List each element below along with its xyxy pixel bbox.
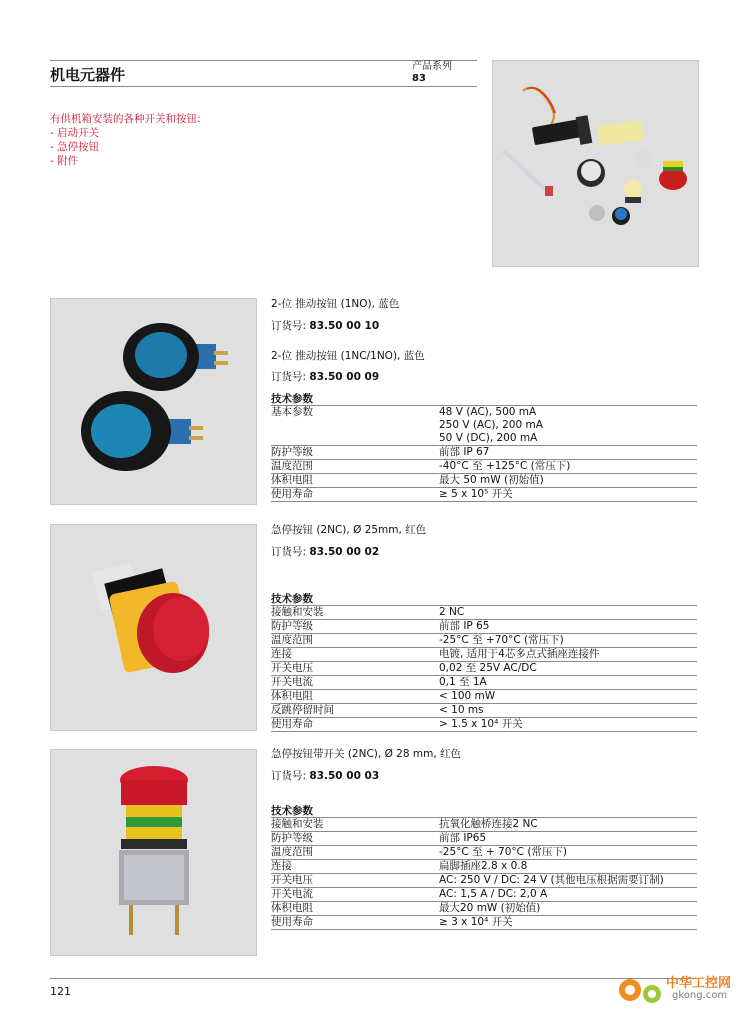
spec-row	[271, 860, 697, 874]
spec-value: 前部 IP65	[439, 832, 697, 846]
order-label: 订货号:	[271, 320, 307, 332]
product-1-description: 2-位 推动按钮 (1NO), 蓝色	[271, 298, 400, 310]
blue-push-button-illustration	[51, 299, 256, 504]
spec-value: 2 NC	[439, 606, 697, 620]
emergency-stop-25mm-illustration	[51, 525, 256, 730]
spec-row	[271, 662, 697, 676]
spec-key: 温度范围	[271, 460, 439, 474]
spec-value: < 100 mW	[439, 690, 697, 704]
spec-row	[271, 460, 697, 474]
spec-value: ≥ 5 x 10⁵ 开关	[439, 488, 697, 502]
spec-key: 防护等级	[271, 620, 439, 634]
spec-value: 电镀, 适用于4芯多点式插座连接件	[439, 648, 697, 662]
spec-row	[271, 446, 697, 460]
spec-value: -25°C 至 +70°C (常压下)	[439, 634, 697, 648]
spec-row	[271, 488, 697, 502]
spec-value: AC: 1,5 A / DC: 2,0 A	[439, 888, 697, 902]
spec-row	[271, 648, 697, 662]
spec-key: 开关电压	[271, 874, 439, 888]
page-title: 机电元器件	[50, 66, 126, 84]
spec-key: 防护等级	[271, 446, 439, 460]
footer-rule	[50, 978, 697, 979]
product-2-spec-title: 技术参数	[271, 593, 313, 605]
spec-key: 使用寿命	[271, 488, 439, 502]
spec-row	[271, 704, 697, 718]
order-label: 订货号:	[271, 371, 307, 383]
spec-row	[271, 676, 697, 690]
spec-value: ≥ 3 x 10⁴ 开关	[439, 916, 697, 930]
product-1-spec-table	[271, 405, 697, 502]
product-range-photo	[492, 60, 699, 267]
product-2-description: 急停按钮 (2NC), Ø 25mm, 红色	[271, 524, 427, 536]
spec-key: 温度范围	[271, 846, 439, 860]
intro-item: - 附件	[50, 155, 79, 167]
product-photo-blue-push-button	[50, 298, 257, 505]
series-label: 产品系列	[412, 61, 452, 72]
spec-row	[271, 606, 697, 620]
order-label: 订货号:	[271, 770, 307, 782]
product-photo-emergency-stop-28mm	[50, 749, 257, 956]
spec-row	[271, 916, 697, 930]
emergency-stop-28mm-illustration	[51, 750, 256, 955]
spec-key: 使用寿命	[271, 916, 439, 930]
spec-row	[271, 690, 697, 704]
spec-key: 接触和安装	[271, 606, 439, 620]
product-1b-description: 2-位 推动按钮 (1NC/1NO), 蓝色	[271, 350, 425, 362]
spec-key: 开关电压	[271, 662, 439, 676]
product-3-description: 急停按钮带开关 (2NC), Ø 28 mm, 红色	[271, 748, 462, 760]
product-range-illustration	[493, 61, 698, 266]
product-2-spec-table	[271, 605, 697, 732]
spec-row	[271, 888, 697, 902]
spec-key: 基本参数	[271, 406, 439, 446]
product-3-order	[271, 768, 379, 783]
spec-row	[271, 474, 697, 488]
spec-key: 体积电阻	[271, 690, 439, 704]
spec-key: 防护等级	[271, 832, 439, 846]
intro-heading: 有供机箱安装的各种开关和按钮:	[50, 113, 201, 125]
spec-row	[271, 718, 697, 732]
spec-key: 体积电阻	[271, 474, 439, 488]
spec-row	[271, 874, 697, 888]
product-1-spec-title: 技术参数	[271, 393, 313, 405]
spec-row	[271, 902, 697, 916]
watermark-cn: 中华工控网	[666, 976, 732, 991]
series-block	[412, 61, 452, 85]
spec-value-line: 48 V (AC), 500 mA	[439, 406, 537, 418]
series-number: 83	[412, 73, 426, 84]
spec-value: 前部 IP 65	[439, 620, 697, 634]
spec-key: 开关电流	[271, 676, 439, 690]
spec-value: 0,1 至 1A	[439, 676, 697, 690]
spec-row	[271, 846, 697, 860]
order-code: 83.50 00 02	[309, 546, 380, 558]
spec-value-line: 250 V (AC), 200 mA	[439, 419, 543, 431]
spec-value: > 1.5 x 10⁴ 开关	[439, 718, 697, 732]
product-photo-emergency-stop-25mm	[50, 524, 257, 731]
product-2-order	[271, 544, 379, 559]
spec-value-line: 50 V (DC), 200 mA	[439, 432, 538, 444]
spec-value: 最大 50 mW (初始值)	[439, 474, 697, 488]
product-1-order	[271, 318, 379, 333]
spec-row	[271, 620, 697, 634]
spec-key: 开关电流	[271, 888, 439, 902]
order-code: 83.50 00 10	[309, 320, 380, 332]
spec-key: 接触和安装	[271, 818, 439, 832]
spec-key: 连接	[271, 648, 439, 662]
spec-row	[271, 634, 697, 648]
order-label: 订货号:	[271, 546, 307, 558]
spec-value: -40°C 至 +125°C (常压下)	[439, 460, 697, 474]
spec-value	[439, 406, 697, 446]
spec-value: 前部 IP 67	[439, 446, 697, 460]
intro-block	[50, 112, 201, 168]
gkong-watermark	[616, 968, 742, 1008]
spec-row	[271, 818, 697, 832]
spec-row	[271, 832, 697, 846]
product-3-spec-table	[271, 817, 697, 930]
spec-key: 温度范围	[271, 634, 439, 648]
spec-value: 最大20 mW (初始值)	[439, 902, 697, 916]
watermark-url: gkong.com	[672, 990, 728, 1001]
product-3-spec-title: 技术参数	[271, 805, 313, 817]
intro-item: - 启动开关	[50, 127, 100, 139]
spec-key: 反跳停留时间	[271, 704, 439, 718]
page-number: 121	[50, 985, 71, 998]
spec-value: 抗氧化触桥连接2 NC	[439, 818, 697, 832]
product-1b-order	[271, 369, 379, 384]
intro-item: - 急停按钮	[50, 141, 100, 153]
order-code: 83.50 00 09	[309, 371, 380, 383]
spec-value: < 10 ms	[439, 704, 697, 718]
spec-value: -25°C 至 + 70°C (常压下)	[439, 846, 697, 860]
spec-value: AC: 250 V / DC: 24 V (其他电压根据需要订制)	[439, 874, 697, 888]
spec-value: 扁脚插座2.8 x 0.8	[439, 860, 697, 874]
spec-key: 体积电阻	[271, 902, 439, 916]
header-bottom-rule	[50, 86, 477, 87]
spec-row	[271, 406, 697, 446]
spec-key: 连接	[271, 860, 439, 874]
spec-key: 使用寿命	[271, 718, 439, 732]
order-code: 83.50 00 03	[309, 770, 380, 782]
spec-value: 0,02 至 25V AC/DC	[439, 662, 697, 676]
